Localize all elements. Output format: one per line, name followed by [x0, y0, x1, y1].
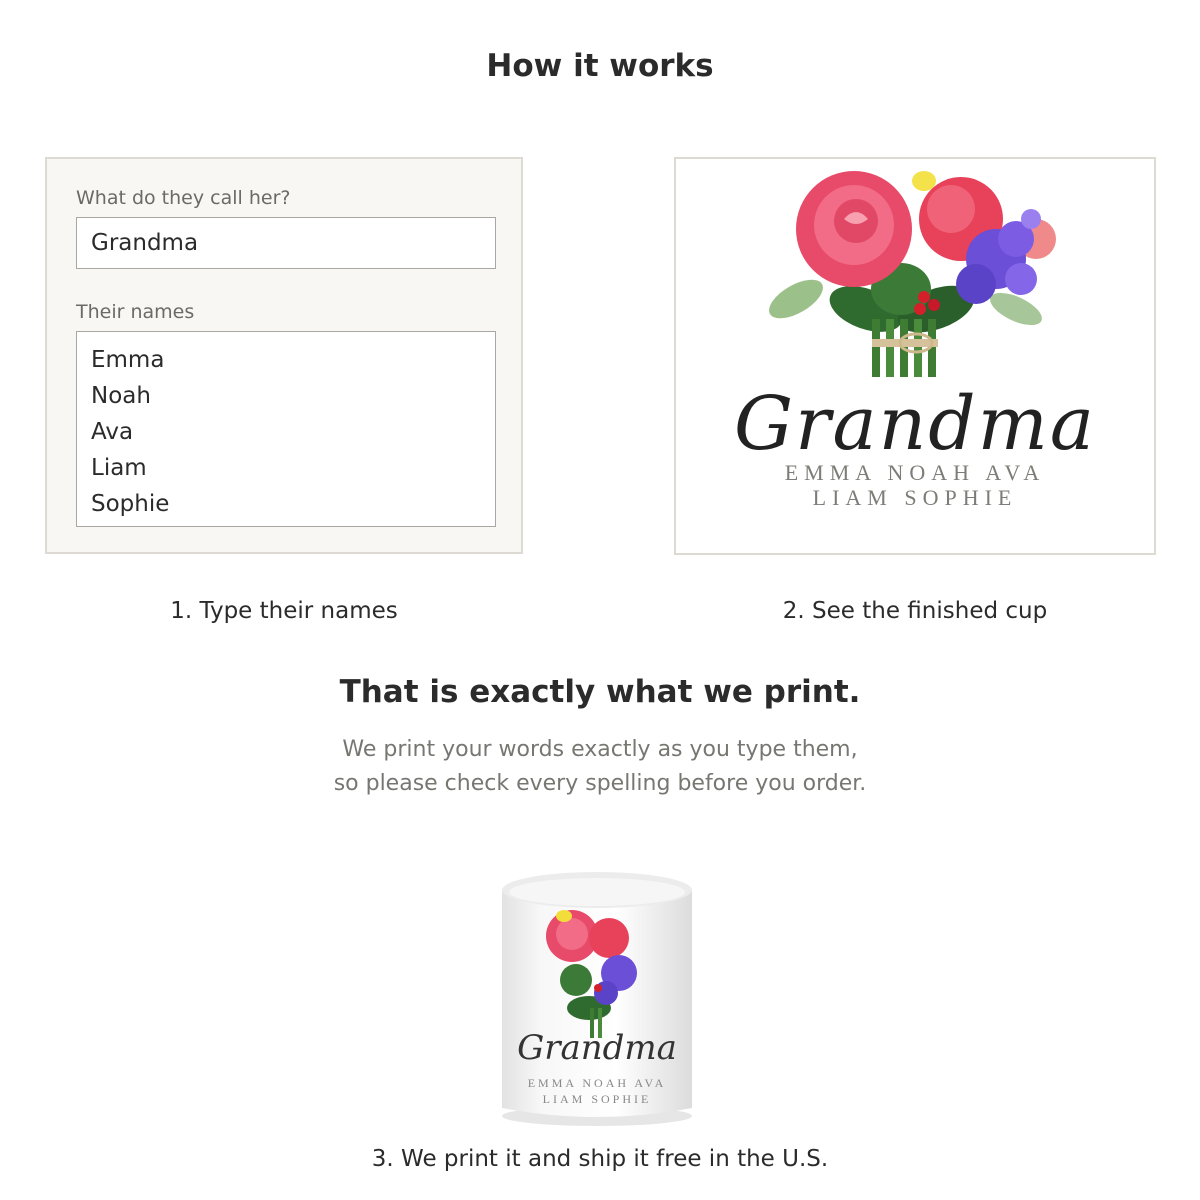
section-headline: That is exactly what we print.	[339, 674, 861, 710]
mug-names-line1: EMMA NOAH AVA	[527, 1076, 667, 1090]
their-names-textarea[interactable]	[76, 331, 496, 527]
step-2-caption: 2. See the finished cup	[782, 598, 1048, 624]
step-3-caption: 3. We print it and ship it free in the U.S.	[371, 1146, 829, 1172]
name-line: Ava	[91, 419, 134, 445]
step-1-caption: 1. Type their names	[170, 598, 398, 624]
mug-script-name: Grandma	[517, 1028, 677, 1068]
preview-script-name: Grandma	[734, 381, 1096, 467]
name-line: Liam	[91, 455, 147, 481]
name-line: Sophie	[91, 491, 170, 517]
mug-illustration	[494, 868, 700, 1128]
section-subtext-line1: We print your words exactly as you type them,	[342, 737, 858, 762]
section-subtext-line2: so please check every spelling before you order.	[333, 771, 867, 796]
names-form-panel	[45, 157, 523, 554]
page-title: How it works	[486, 48, 714, 84]
mug-names-line2: LIAM SOPHIE	[542, 1092, 652, 1106]
preview-names-line2: LIAM SOPHIE	[812, 485, 1018, 510]
cup-preview-panel	[674, 157, 1156, 555]
preview-names-line1: EMMA NOAH AVA	[784, 460, 1046, 485]
name-line: Noah	[91, 383, 151, 409]
call-her-label: What do they call her?	[76, 187, 291, 209]
call-her-input[interactable]	[76, 217, 496, 269]
their-names-label: Their names	[76, 301, 195, 323]
name-line: Emma	[91, 347, 165, 373]
